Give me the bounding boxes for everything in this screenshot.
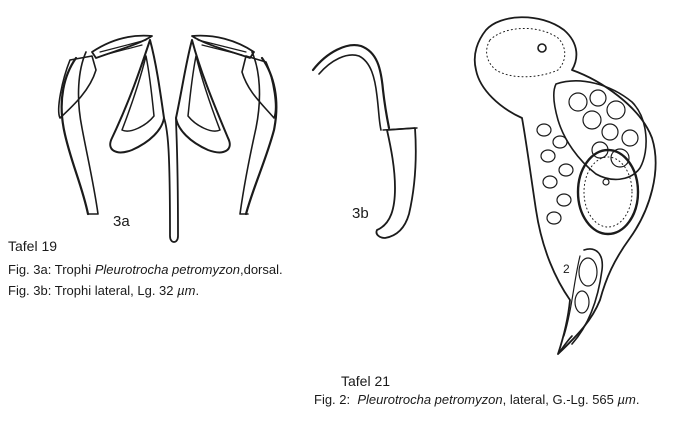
egg-nucleus <box>603 179 609 185</box>
foot-gland <box>575 291 589 313</box>
caption-fig-3a-end: ,dorsal. <box>239 262 283 277</box>
fulcrum <box>164 118 178 242</box>
right-uncus-teeth <box>198 40 246 55</box>
caption-fig-2-end: . <box>635 392 640 407</box>
figure-3a-label: 3a <box>113 213 130 230</box>
caption-fig-3b-text: Trophi lateral, Lg. 32 <box>54 283 178 298</box>
vitellarium-cell <box>543 176 557 188</box>
vitellarium-cell <box>559 164 573 176</box>
right-ramus <box>176 40 230 152</box>
head-region <box>487 28 565 76</box>
eyespot <box>538 44 546 52</box>
caption-fig-3a-prefix: Fig. 3a: <box>8 262 52 277</box>
caption-fig-3b-unit: µm <box>177 283 196 298</box>
manubrium-shaft <box>376 128 415 238</box>
left-ramus-inner <box>122 56 154 131</box>
vitellarium-cell <box>537 124 551 136</box>
caption-fig-2-text: , lateral, G.-Lg. 565 <box>502 392 618 407</box>
gut-cell <box>583 111 601 129</box>
foot-gland <box>579 258 597 286</box>
left-ramus <box>110 40 164 152</box>
gut-cell <box>569 93 587 111</box>
caption-fig-3a-text: Trophi <box>54 262 95 277</box>
caption-fig-2 <box>314 392 639 407</box>
body-outline <box>475 17 656 354</box>
caption-fig-3b <box>8 283 199 298</box>
caption-fig-2-prefix: Fig. 2: <box>314 392 351 407</box>
tafel-21-heading: Tafel 21 <box>341 373 391 389</box>
caption-fig-3a <box>8 262 283 277</box>
uncus-curve-inner <box>319 55 381 130</box>
vitellarium-cell <box>541 150 555 162</box>
figure-2-animal-lateral <box>460 10 690 355</box>
gut-cell <box>607 101 625 119</box>
figure-2-label: 2 <box>563 262 570 276</box>
uncus-curve <box>313 45 389 128</box>
figure-3a-trophi-dorsal <box>0 0 300 250</box>
gut-cell <box>602 124 618 140</box>
caption-fig-3b-prefix: Fig. 3b: <box>8 283 52 298</box>
tafel-19-heading: Tafel 19 <box>8 238 58 254</box>
egg-stipple <box>584 157 632 227</box>
vitellarium-cell <box>553 136 567 148</box>
figure-3b-label: 3b <box>352 205 369 222</box>
vitellarium-cell <box>557 194 571 206</box>
caption-fig-3b-end: . <box>195 283 200 298</box>
caption-fig-2-unit: µm <box>617 392 636 407</box>
gut-cell <box>590 90 606 106</box>
vitellarium-cell <box>547 212 561 224</box>
egg <box>578 150 638 234</box>
caption-fig-2-species: Pleurotrocha petromyzon <box>357 392 503 407</box>
right-ramus-inner <box>188 56 220 131</box>
gut-cell <box>622 130 638 146</box>
left-uncus-teeth <box>100 40 146 55</box>
caption-fig-3a-species: Pleurotrocha petromyzon <box>94 262 240 277</box>
